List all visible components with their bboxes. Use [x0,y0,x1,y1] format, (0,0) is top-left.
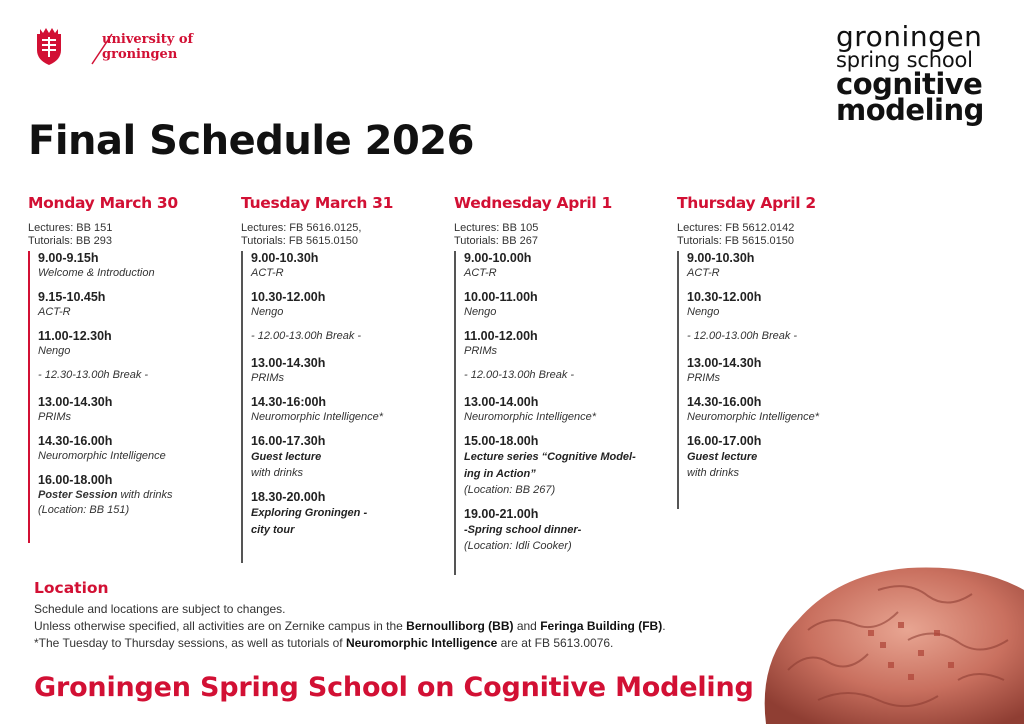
room-info [28,222,228,247]
session [464,434,649,498]
session-extra: with drinks [117,489,173,501]
session [464,251,659,281]
session [38,290,228,320]
day-title: Thursday April 2 [677,194,816,212]
session-desc: PRIMs [464,345,497,357]
session-bold: -Spring school dinner- [464,524,582,536]
session [687,251,877,281]
timeline-bar [28,251,30,543]
session [251,356,441,386]
logo-line1: university of [102,32,194,47]
location-line3-post: are at FB 5613.0076. [497,636,614,650]
session-desc: Nengo [464,306,497,318]
break-label: - 12.00-13.00h Break - [687,330,798,342]
session-time: 10.00-11.00h [464,290,538,304]
session-note: (Location: BB 267) [464,484,556,496]
session-time: 15.00-18.00h [464,434,539,448]
session-desc: ACT-R [687,267,720,279]
brand-line1: groningen [836,20,983,53]
tutorials-room: Tutorials: BB 293 [28,234,112,247]
session-desc: ACT-R [38,306,71,318]
session [38,329,228,359]
session-time: 9.00-10.30h [687,251,755,265]
session [464,507,659,554]
timeline-bar [241,251,243,563]
session-time: 11.00-12.00h [464,329,538,343]
session-bold: Guest lecture [687,451,758,463]
session [251,251,441,281]
lectures-room: Lectures: BB 151 [28,222,113,234]
session-time: 13.00-14.30h [687,356,762,370]
session-desc: Nengo [38,345,71,357]
neuromorphic-label: Neuromorphic Intelligence [345,636,498,650]
session [464,395,659,425]
location-line2 [34,618,754,635]
session-time: 14.30-16.00h [38,434,113,448]
session-list [454,251,659,554]
session-time: 9.15-10.45h [38,290,106,304]
day-column-tuesday [241,194,441,548]
room-info [454,222,659,247]
session-note: (Location: BB 151) [38,504,130,516]
brain-image [758,550,1024,724]
day-title: Wednesday April 1 [454,194,612,212]
session-desc: Neuromorphic Intelligence* [251,411,384,423]
session-time: 18.30-20.00h [251,490,326,504]
location-line2-pre: Unless otherwise specified, all activities are on Zernike campus in the [34,619,407,633]
lectures-room: Lectures: FB 5616.0125, [241,222,362,234]
session-desc: ACT-R [251,267,284,279]
session [687,290,877,320]
session-time: 14.30-16.00h [687,395,762,409]
session-list [677,251,877,481]
timeline-bar [454,251,456,575]
session-desc: Neuromorphic Intelligence* [687,411,820,423]
session [464,329,659,359]
session-desc: PRIMs [251,372,284,384]
session-bold: Guest lecture [251,451,322,463]
day-column-thursday [677,194,877,490]
session-time: 13.00-14.30h [251,356,326,370]
brand-line2: spring school [836,48,973,72]
session [251,434,441,481]
break-label: - 12.00-13.00h Break - [464,369,575,381]
session-time: 9.00-10.30h [251,251,319,265]
location-line2-post: . [662,619,666,633]
session [251,290,441,320]
lectures-room: Lectures: FB 5612.0142 [677,222,795,234]
day-title: Tuesday March 31 [241,194,394,212]
location-line3-pre: *The Tuesday to Thursday sessions, as well as tutorials of [34,636,346,650]
session-desc: Nengo [687,306,720,318]
location-section [34,579,754,652]
session [687,434,877,481]
timeline-bar [677,251,679,509]
session [251,490,381,539]
session-time: 19.00-21.00h [464,507,539,521]
location-line2-mid: and [513,619,541,633]
tutorials-room: Tutorials: BB 267 [454,234,538,247]
session-time: 16.00-18.00h [38,473,113,487]
session [38,473,228,518]
session-desc [38,488,228,503]
room-info [241,222,441,247]
session-note: with drinks [687,467,739,479]
session-time: 16.00-17.30h [251,434,326,448]
page-title: Final Schedule 2026 [28,118,474,164]
session-desc: Neuromorphic Intelligence [38,450,166,462]
session-time: 16.00-17.00h [687,434,762,448]
tutorials-room: Tutorials: FB 5615.0150 [677,234,794,247]
session [687,356,877,386]
break-label: - 12.00-13.00h Break - [251,330,362,342]
session-desc: Welcome & Introduction [38,267,155,279]
university-logo [34,26,204,70]
session [38,395,228,425]
logo-line2: groningen [102,47,178,62]
session-desc: Neuromorphic Intelligence* [464,411,597,423]
session-time: 9.00-9.15h [38,251,99,265]
session-time: 9.00-10.00h [464,251,532,265]
brand-line4: modeling [836,93,984,127]
session-desc: PRIMs [38,411,71,423]
spring-school-brand [836,20,996,127]
session-bold: Exploring Groningen - city tour [251,507,368,536]
session-time: 14.30-16:00h [251,395,327,409]
location-heading: Location [34,579,109,597]
brand-line3: cognitive [836,67,983,101]
session-bold: Poster Session [38,489,118,501]
session-note: with drinks [251,467,303,479]
session-list [28,251,228,518]
session [464,290,659,320]
lectures-room: Lectures: BB 105 [454,222,539,234]
session-desc: Nengo [251,306,284,318]
day-title: Monday March 30 [28,194,178,212]
location-line3 [34,635,754,652]
session-time: 10.30-12.00h [251,290,326,304]
session-note: (Location: Idli Cooker) [464,540,572,552]
session-desc: PRIMs [687,372,720,384]
session-time: 11.00-12.30h [38,329,112,343]
footer-title: Groningen Spring School on Cognitive Modeling [34,672,754,703]
session [251,395,441,425]
tutorials-room: Tutorials: FB 5615.0150 [241,234,358,247]
session-bold: Lecture series “Cognitive Model-ing in Action” [464,451,636,480]
session-time: 13.00-14.00h [464,395,539,409]
session-list [241,251,441,539]
session [38,251,228,281]
day-column-wednesday [454,194,659,563]
session [687,395,877,425]
session [38,434,228,464]
room-info [677,222,877,247]
break-label: - 12.30-13.00h Break - [38,369,149,381]
session-time: 10.30-12.00h [687,290,762,304]
bernoulliborg-label: Bernoulliborg (BB) [406,619,514,633]
feringa-label: Feringa Building (FB) [540,619,663,633]
session-desc: ACT-R [464,267,497,279]
crest-icon [34,26,64,66]
day-column-monday [28,194,228,527]
location-line1: Schedule and locations are subject to changes. [34,602,286,616]
session-time: 13.00-14.30h [38,395,113,409]
